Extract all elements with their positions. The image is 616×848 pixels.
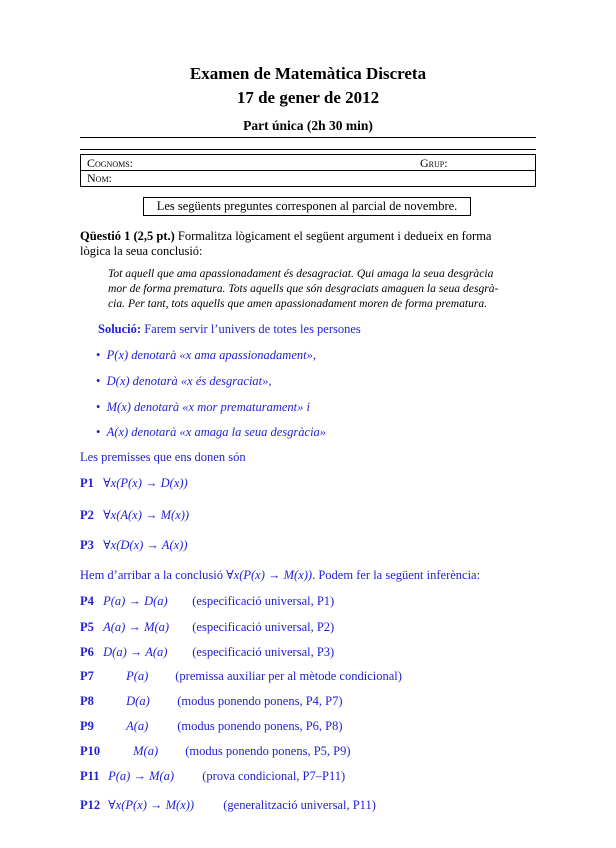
step-formula: D(a) → A(a) <box>103 645 168 659</box>
premise-label: P1 <box>80 476 94 490</box>
step-formula: D(a) <box>126 694 150 708</box>
premise-row <box>80 537 187 553</box>
conclusion-formula: ∀x(P(x) → M(x)) <box>226 568 313 582</box>
quote-line: cia. Per tant, tots aquells que amen apassionadament moren de forma prematura. <box>108 297 488 310</box>
exam-date: 17 de gener de 2012 <box>236 88 380 107</box>
step-formula: A(a) → M(a) <box>103 620 170 634</box>
predicate-definition: A(x) denotarà «x amaga la seua desgràcia» <box>106 425 327 439</box>
quote-line: Tot aquell que ama apassionadament és desagraciat. Qui amaga la seua desgràcia <box>108 267 494 280</box>
step-label: P7 <box>80 669 94 683</box>
predicate-definition: P(x) denotarà «x ama apassionadament», <box>106 348 316 362</box>
inference-step <box>80 719 343 734</box>
step-reason: (premissa auxiliar per al mètode condicional) <box>175 669 402 683</box>
premise-formula: ∀x(A(x) → M(x)) <box>103 508 190 522</box>
predicate-list-item: • M(x) denotarà «x mor prematurament» i <box>96 400 310 414</box>
question-label: Qüestió 1 (2,5 pt.) <box>80 229 175 243</box>
step-label: P9 <box>80 719 94 733</box>
premise-formula: ∀x(D(x) → A(x)) <box>103 538 188 552</box>
step-reason: (modus ponendo ponens, P6, P8) <box>177 719 343 733</box>
step-reason: (generalització universal, P11) <box>223 798 376 812</box>
inference-step <box>80 594 334 609</box>
premise-row <box>80 507 189 523</box>
form-divider <box>81 170 535 171</box>
exam-part: Part única (2h 30 min) <box>243 118 373 133</box>
step-formula: A(a) <box>126 719 149 733</box>
question-text-2: lògica la seua conclusió: <box>80 244 203 258</box>
name-label: Nom: <box>87 171 112 185</box>
step-label: P6 <box>80 645 94 659</box>
notice-box: Les següents preguntes corresponen al parcial de novembre. <box>143 197 471 216</box>
exam-title: Examen de Matemàtica Discreta <box>189 64 427 83</box>
question-line-1 <box>80 229 491 244</box>
conclusion-pre: Hem d’arribar a la conclusió <box>80 568 223 582</box>
step-label: P12 <box>80 798 101 812</box>
step-label: P8 <box>80 694 94 708</box>
quote-line: mor de forma prematura. Tots aquells que són desgraciats amaguen la seua desgrà- <box>108 282 499 295</box>
predicate-list-item: • A(x) denotarà «x amaga la seua desgràcia» <box>96 425 327 439</box>
premise-label: P3 <box>80 538 94 552</box>
conclusion-line <box>80 567 480 583</box>
solution-intro: Farem servir l’univers de totes les persones <box>144 322 361 336</box>
divider <box>80 137 536 138</box>
premise-formula: ∀x(P(x) → D(x)) <box>103 476 188 490</box>
step-reason: (modus ponendo ponens, P5, P9) <box>185 744 351 758</box>
solution-label: Solució: <box>98 322 142 336</box>
step-reason: (modus ponendo ponens, P4, P7) <box>177 694 343 708</box>
premises-intro: Les premisses que ens donen són <box>80 450 246 464</box>
question-text-1: Formalitza lògicament el següent argument i dedueix en forma <box>177 229 492 243</box>
step-label: P11 <box>80 769 100 783</box>
predicate-definition: D(x) denotarà «x és desgraciat», <box>106 374 272 388</box>
conclusion-post: . Podem fer la següent inferència: <box>312 568 481 582</box>
inference-step <box>80 769 345 784</box>
inference-step <box>80 620 334 635</box>
predicate-list-item: • D(x) denotarà «x és desgraciat», <box>96 374 272 388</box>
step-formula: M(a) <box>133 744 159 758</box>
step-formula: ∀x(P(x) → M(x)) <box>108 798 195 812</box>
inference-step <box>80 797 376 813</box>
step-reason: (especificació universal, P3) <box>192 645 335 659</box>
argument-quote <box>108 266 534 311</box>
step-formula: P(a) <box>126 669 149 683</box>
premise-label: P2 <box>80 508 94 522</box>
step-reason: (especificació universal, P1) <box>192 594 335 608</box>
predicate-definition: M(x) denotarà «x mor prematurament» i <box>106 400 310 414</box>
premise-row <box>80 475 188 491</box>
surname-label: Cognoms: <box>87 156 134 170</box>
solution-intro-line <box>98 322 361 337</box>
inference-step <box>80 669 402 684</box>
inference-step <box>80 744 351 759</box>
step-label: P4 <box>80 594 94 608</box>
student-info-box <box>80 154 536 187</box>
predicate-list-item: • P(x) denotarà «x ama apassionadament», <box>96 348 316 362</box>
group-label: Grup: <box>420 156 448 170</box>
step-label: P5 <box>80 620 94 634</box>
inference-step <box>80 645 334 660</box>
divider <box>80 149 536 150</box>
step-reason: (prova condicional, P7–P11) <box>202 769 346 783</box>
step-label: P10 <box>80 744 101 758</box>
step-reason: (especificació universal, P2) <box>192 620 335 634</box>
step-formula: P(a) → M(a) <box>108 769 175 783</box>
step-formula: P(a) → D(a) <box>103 594 168 608</box>
inference-step <box>80 694 343 709</box>
